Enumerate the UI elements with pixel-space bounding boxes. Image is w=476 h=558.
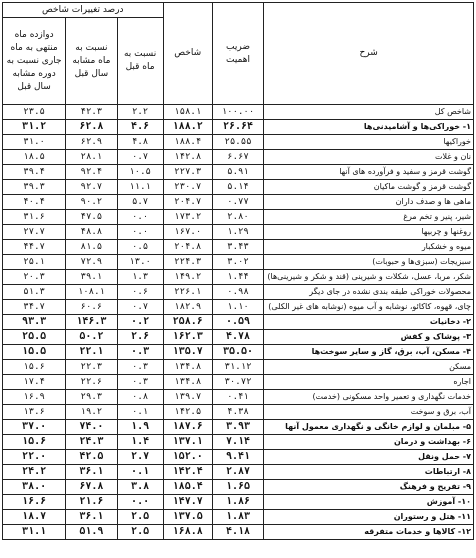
row-yoy: ۷۴.۰: [66, 420, 117, 435]
row-monthly: ۰.۶: [117, 285, 163, 300]
row-weight: ۴.۳۸: [212, 405, 263, 420]
row-index: ۱۳۹.۷: [163, 390, 212, 405]
row-index: ۲۲۴.۳: [163, 255, 212, 270]
table-row: [3, 420, 474, 435]
row-twelve: ۳۹.۳: [3, 180, 66, 195]
row-yoy: ۱۹.۲: [66, 405, 117, 420]
table-row: [3, 465, 474, 480]
row-index: ۱۳۷.۱: [163, 435, 212, 450]
row-label: نان و غلات: [264, 150, 474, 165]
row-label: خدمات نگهداری و تعمیر واحد مسکونی (خدمت): [264, 390, 474, 405]
table-row: [3, 525, 474, 540]
row-weight: ۶.۶۷: [212, 150, 263, 165]
row-yoy: ۵۰.۲: [66, 330, 117, 345]
row-monthly: ۴.۶: [117, 120, 163, 135]
table-row: [3, 375, 474, 390]
row-monthly: ۱.۴: [117, 435, 163, 450]
header-label: شرح: [264, 3, 474, 105]
table-row: [3, 225, 474, 240]
row-yoy: ۴۲.۳: [66, 105, 117, 120]
row-monthly: ۳.۸: [117, 480, 163, 495]
table-row: [3, 450, 474, 465]
row-monthly: ۴.۸: [117, 135, 163, 150]
row-twelve: ۴۴.۷: [3, 240, 66, 255]
row-yoy: ۹۲.۷: [66, 180, 117, 195]
table-row: [3, 405, 474, 420]
row-weight: ۴.۷۸: [212, 330, 263, 345]
row-weight: ۰.۹۸: [212, 285, 263, 300]
table-row: [3, 285, 474, 300]
row-weight: ۳۰.۷۲: [212, 375, 263, 390]
row-twelve: ۲۰.۳: [3, 270, 66, 285]
row-monthly: ۰.۷: [117, 300, 163, 315]
row-weight: ۵.۱۴: [212, 180, 263, 195]
row-weight: ۲۵.۵۵: [212, 135, 263, 150]
row-yoy: ۱۴۶.۳: [66, 315, 117, 330]
row-yoy: ۳۶.۱: [66, 510, 117, 525]
row-monthly: ۰.۳: [117, 360, 163, 375]
row-label: ۱۱- هتل و رستوران: [264, 510, 474, 525]
row-index: ۱۴۲.۸: [163, 150, 212, 165]
row-yoy: ۲۲.۱: [66, 345, 117, 360]
header-weight: ضریب اهمیت: [212, 3, 263, 105]
row-monthly: ۱۳.۰: [117, 255, 163, 270]
row-index: ۱۸۵.۴: [163, 480, 212, 495]
row-twelve: ۱۵.۶: [3, 360, 66, 375]
row-weight: ۰.۴۱: [212, 390, 263, 405]
row-label: مسکن: [264, 360, 474, 375]
table-row: [3, 195, 474, 210]
row-twelve: ۲۴.۲: [3, 465, 66, 480]
row-monthly: ۲.۵: [117, 525, 163, 540]
row-twelve: ۱۵.۶: [3, 435, 66, 450]
row-yoy: ۹۲.۴: [66, 165, 117, 180]
row-label: ۱۲- کالاها و خدمات متفرقه: [264, 525, 474, 540]
header-yoy: نسبت به ماه مشابه سال قبل: [66, 18, 117, 105]
row-index: ۱۵۸.۱: [163, 105, 212, 120]
row-weight: ۱۰۰.۰۰: [212, 105, 263, 120]
row-yoy: ۳۹.۱: [66, 270, 117, 285]
row-label: گوشت قرمز و گوشت ماکیان: [264, 180, 474, 195]
row-weight: ۳.۹۳: [212, 420, 263, 435]
row-weight: ۹.۴۱: [212, 450, 263, 465]
row-yoy: ۵۱.۹: [66, 525, 117, 540]
row-index: ۱۴۷.۷: [163, 495, 212, 510]
row-index: ۱۸۸.۲: [163, 120, 212, 135]
row-index: ۱۶۷.۰: [163, 225, 212, 240]
row-label: ۵- مبلمان و لوازم خانگی و نگهداری معمول آنها: [264, 420, 474, 435]
cpi-table: [2, 2, 474, 540]
row-monthly: ۰.۰: [117, 495, 163, 510]
table-row: [3, 435, 474, 450]
row-monthly: ۱۱.۱: [117, 180, 163, 195]
row-yoy: ۶۲.۹: [66, 135, 117, 150]
table-row: [3, 300, 474, 315]
row-weight: ۳.۰۲: [212, 255, 263, 270]
row-weight: ۳۵.۵۰: [212, 345, 263, 360]
row-twelve: ۴۰.۴: [3, 195, 66, 210]
row-twelve: ۱۸.۷: [3, 510, 66, 525]
row-label: چای، قهوه، کاکائو، نوشابه و آب میوه (نوشابه های غیر الکلی): [264, 300, 474, 315]
row-index: ۱۴۹.۲: [163, 270, 212, 285]
row-index: ۱۶۸.۸: [163, 525, 212, 540]
row-weight: ۳۱.۱۲: [212, 360, 263, 375]
row-yoy: ۲۲.۶: [66, 375, 117, 390]
row-yoy: ۴۸.۸: [66, 225, 117, 240]
row-label: خوراکیها: [264, 135, 474, 150]
row-monthly: ۰.۰: [117, 225, 163, 240]
row-index: ۲۲۶.۱: [163, 285, 212, 300]
row-monthly: ۲.۵: [117, 510, 163, 525]
header-twelve-month: دوازده ماه منتهی به ماه جاری نسبت به دوره مشابه سال قبل: [3, 18, 66, 105]
row-yoy: ۲۱.۶: [66, 495, 117, 510]
row-index: ۲۰۴.۷: [163, 195, 212, 210]
row-twelve: ۱۷.۴: [3, 375, 66, 390]
row-monthly: ۰.۳: [117, 345, 163, 360]
row-weight: ۱.۶۵: [212, 480, 263, 495]
row-twelve: ۱۸.۵: [3, 150, 66, 165]
row-index: ۱۳۷.۵: [163, 510, 212, 525]
row-label: سبزیجات (سبزی‌ها و حبوبات): [264, 255, 474, 270]
table-row: [3, 390, 474, 405]
row-index: ۱۸۸.۴: [163, 135, 212, 150]
row-weight: ۱.۲۹: [212, 225, 263, 240]
row-yoy: ۹۰.۲: [66, 195, 117, 210]
table-row: [3, 330, 474, 345]
row-twelve: ۳۱.۱: [3, 525, 66, 540]
row-twelve: ۳۱.۲: [3, 120, 66, 135]
row-label: ۷- حمل ونقل: [264, 450, 474, 465]
row-monthly: ۰.۰: [117, 210, 163, 225]
row-index: ۱۵۲.۰: [163, 450, 212, 465]
row-monthly: ۲.۲: [117, 105, 163, 120]
row-monthly: ۰.۱: [117, 405, 163, 420]
row-yoy: ۶۰.۶: [66, 300, 117, 315]
row-twelve: ۱۵.۵: [3, 345, 66, 360]
row-twelve: ۱۶.۶: [3, 495, 66, 510]
row-weight: ۱.۸۶: [212, 495, 263, 510]
table-header: [3, 3, 474, 105]
row-weight: ۰.۵۹: [212, 315, 263, 330]
row-yoy: ۲۸.۱: [66, 150, 117, 165]
row-weight: ۳.۴۳: [212, 240, 263, 255]
row-weight: ۴.۱۸: [212, 525, 263, 540]
row-twelve: ۳۹.۴: [3, 165, 66, 180]
row-yoy: ۲۲.۳: [66, 360, 117, 375]
row-label: آب، برق و سوخت: [264, 405, 474, 420]
row-index: ۱۸۲.۹: [163, 300, 212, 315]
header-index: شاخص: [163, 3, 212, 105]
row-label: ۱۰- آموزش: [264, 495, 474, 510]
table-row: [3, 495, 474, 510]
row-yoy: ۲۴.۳: [66, 435, 117, 450]
row-twelve: ۹۳.۳: [3, 315, 66, 330]
row-yoy: ۸۱.۵: [66, 240, 117, 255]
table-row: [3, 360, 474, 375]
row-weight: ۵.۹۱: [212, 165, 263, 180]
row-monthly: ۱.۹: [117, 420, 163, 435]
table-row: [3, 150, 474, 165]
row-yoy: ۱۰۸.۱: [66, 285, 117, 300]
row-twelve: ۱۶.۹: [3, 390, 66, 405]
row-label: ۸- ارتباطات: [264, 465, 474, 480]
row-twelve: ۵۱.۳: [3, 285, 66, 300]
table-row: [3, 180, 474, 195]
row-yoy: ۴۲.۵: [66, 450, 117, 465]
row-label: ۱- خوراکی‌ها و آشامیدنی‌ها: [264, 120, 474, 135]
row-label: ۳- پوشاک و کفش: [264, 330, 474, 345]
row-label: ۶- بهداشت و درمان: [264, 435, 474, 450]
row-twelve: ۱۳.۶: [3, 405, 66, 420]
row-twelve: ۳۸.۰: [3, 480, 66, 495]
row-index: ۲۲۷.۳: [163, 165, 212, 180]
row-label: ماهی ها و صدف داران: [264, 195, 474, 210]
row-index: ۱۸۷.۶: [163, 420, 212, 435]
table-row: [3, 480, 474, 495]
row-yoy: ۴۷.۵: [66, 210, 117, 225]
row-yoy: ۶۲.۸: [66, 120, 117, 135]
table-row: [3, 135, 474, 150]
row-weight: ۰.۷۷: [212, 195, 263, 210]
table-row: [3, 255, 474, 270]
table-row: [3, 240, 474, 255]
table-body: [3, 105, 474, 540]
row-monthly: ۰.۳: [117, 375, 163, 390]
row-label: گوشت قرمز و سفید و فرآورده های آنها: [264, 165, 474, 180]
row-weight: ۲.۸۷: [212, 465, 263, 480]
row-yoy: ۳۶.۱: [66, 465, 117, 480]
row-twelve: ۲۵.۱: [3, 255, 66, 270]
row-monthly: ۰.۲: [117, 315, 163, 330]
table-row: [3, 105, 474, 120]
row-monthly: ۰.۵: [117, 240, 163, 255]
row-monthly: ۰.۷: [117, 150, 163, 165]
row-twelve: ۲۲.۰: [3, 450, 66, 465]
row-label: شکر، مربا، عسل، شکلات و شیرینی (قند و شکر و شیرینی‌ها): [264, 270, 474, 285]
table-row: [3, 120, 474, 135]
row-index: ۱۳۴.۸: [163, 360, 212, 375]
row-label: روغنها و چربیها: [264, 225, 474, 240]
row-monthly: ۱۰.۵: [117, 165, 163, 180]
row-weight: ۱.۸۳: [212, 510, 263, 525]
row-label: ۴- مسکن، آب، برق، گاز و سایر سوخت‌ها: [264, 345, 474, 360]
table-row: [3, 345, 474, 360]
row-label: میوه و خشکبار: [264, 240, 474, 255]
row-weight: ۲۶.۶۴: [212, 120, 263, 135]
row-weight: ۲.۸۰: [212, 210, 263, 225]
row-monthly: ۰.۸: [117, 390, 163, 405]
row-monthly: ۲.۶: [117, 330, 163, 345]
table-row: [3, 210, 474, 225]
row-monthly: ۵.۷: [117, 195, 163, 210]
row-label: محصولات خوراکی طبقه بندی نشده در جای دیگر: [264, 285, 474, 300]
row-index: ۱۴۲.۴: [163, 465, 212, 480]
row-label: شاخص کل: [264, 105, 474, 120]
row-weight: ۱.۴۴: [212, 270, 263, 285]
row-index: ۲۰۴.۸: [163, 240, 212, 255]
row-yoy: ۷۲.۹: [66, 255, 117, 270]
row-weight: ۷.۱۴: [212, 435, 263, 450]
row-monthly: ۱.۳: [117, 270, 163, 285]
row-label: ۹- تفریح و فرهنگ: [264, 480, 474, 495]
header-change-group: درصد تغییرات شاخص: [3, 3, 164, 18]
table-row: [3, 510, 474, 525]
row-twelve: ۳۱.۶: [3, 210, 66, 225]
table-row: [3, 270, 474, 285]
row-twelve: ۳۴.۷: [3, 300, 66, 315]
row-label: اجاره: [264, 375, 474, 390]
row-index: ۱۳۴.۸: [163, 375, 212, 390]
row-twelve: ۲۵.۵: [3, 330, 66, 345]
row-index: ۲۳۰.۷: [163, 180, 212, 195]
row-yoy: ۶۷.۸: [66, 480, 117, 495]
table-row: [3, 315, 474, 330]
row-label: ۲- دخانیات: [264, 315, 474, 330]
row-index: ۱۳۵.۷: [163, 345, 212, 360]
row-label: شیر، پنیر و تخم مرغ: [264, 210, 474, 225]
row-weight: ۱.۱۰: [212, 300, 263, 315]
row-twelve: ۳۱.۰: [3, 135, 66, 150]
row-index: ۱۶۲.۳: [163, 330, 212, 345]
row-twelve: ۳۷.۰: [3, 420, 66, 435]
row-twelve: ۲۷.۷: [3, 225, 66, 240]
row-twelve: ۲۳.۵: [3, 105, 66, 120]
row-index: ۲۵۸.۶: [163, 315, 212, 330]
row-monthly: ۰.۱: [117, 465, 163, 480]
header-monthly: نسبت به ماه قبل: [117, 18, 163, 105]
row-index: ۱۷۳.۲: [163, 210, 212, 225]
row-monthly: ۲.۷: [117, 450, 163, 465]
row-yoy: ۲۹.۳: [66, 390, 117, 405]
row-index: ۱۴۲.۵: [163, 405, 212, 420]
table-row: [3, 165, 474, 180]
